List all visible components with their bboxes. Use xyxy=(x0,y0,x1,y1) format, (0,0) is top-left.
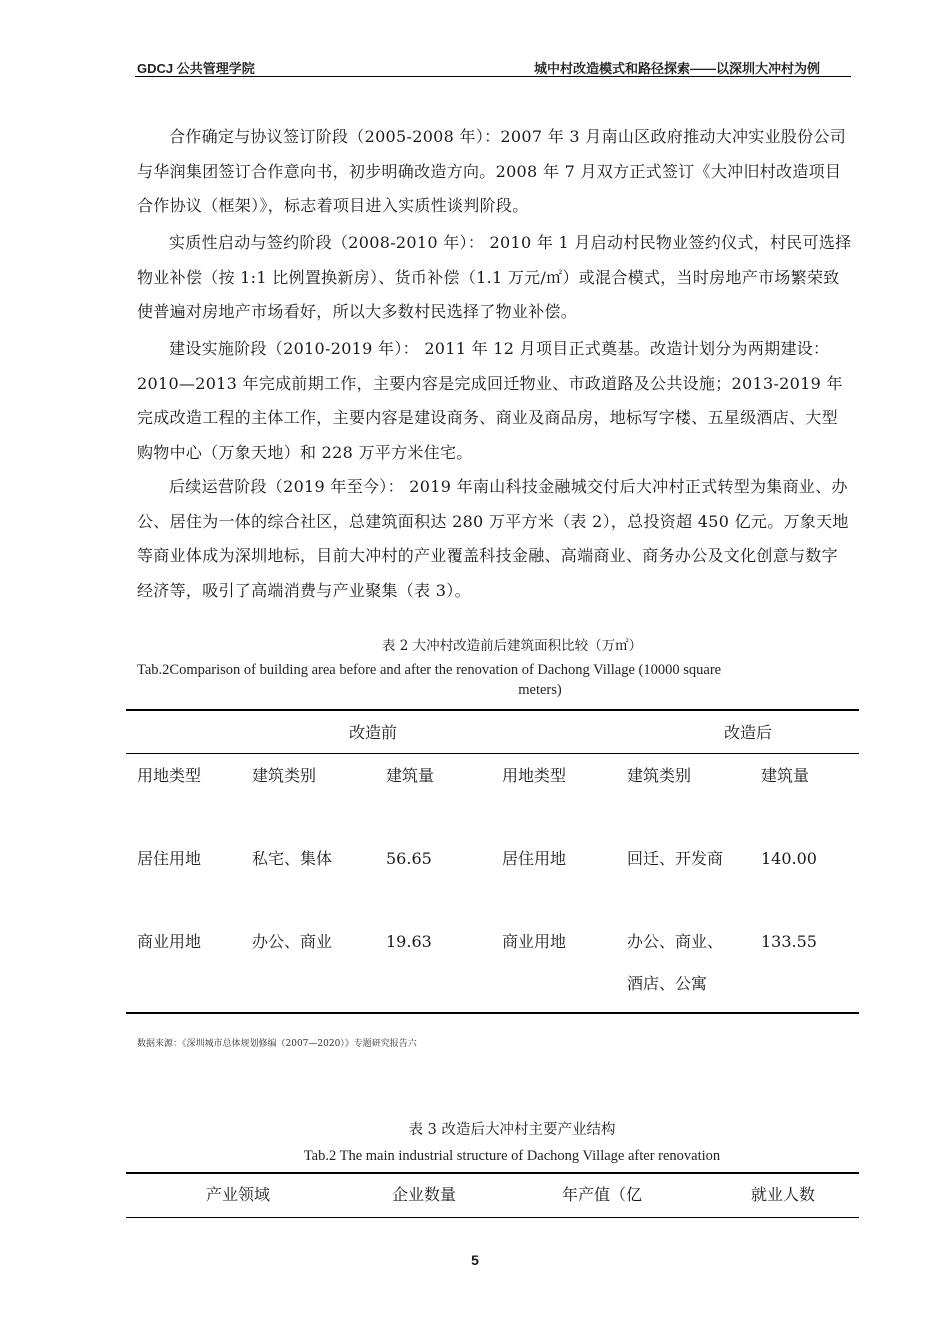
table2-cell: 私宅、集体 xyxy=(252,849,333,868)
table2-group-before: 改造前 xyxy=(349,723,398,742)
table2-header-land-type-after: 用地类型 xyxy=(502,766,567,785)
table2-caption-cn: 表 2 大冲村改造前后建筑面积比较（万㎡） xyxy=(381,638,643,654)
table3-caption-cn: 表 3 改造后大冲村主要产业结构 xyxy=(408,1122,616,1138)
table2-cell: 商业用地 xyxy=(502,932,567,951)
table2-caption-en-line2: meters) xyxy=(518,682,562,698)
table2-group-rule xyxy=(126,753,859,754)
table2-header-building-volume: 建筑量 xyxy=(386,766,435,785)
table2-top-rule xyxy=(126,709,859,711)
table2-group-after: 改造后 xyxy=(724,723,773,742)
paragraph-construction-stage: 建设实施阶段（2010-2019 年）： 2011 年 12 月项目正式奠基。改造计划分为两期建设：2010—2013 年完成前期工作，主要内容是完成回迁物业、市政道路及公共设施；2013-2019 年完成改造工程的主体工作，主要内容是建设商务、商业及商品房，地标写字楼、五星级酒店、大型购物中心（万象天地）和 228 万平方米住宅。 xyxy=(137,339,843,462)
table2-cell: 居住用地 xyxy=(137,849,202,868)
header-left: GDCJ 公共管理学院 xyxy=(137,61,255,76)
table3-header-output: 年产值（亿 xyxy=(562,1185,643,1204)
table3-header-industry: 产业领域 xyxy=(206,1185,271,1204)
table2-cell: 56.65 xyxy=(386,849,432,868)
table2-cell: 酒店、公寓 xyxy=(627,974,708,993)
table2-bottom-rule xyxy=(126,1012,859,1014)
table3-caption-en: Tab.2 The main industrial structure of Dachong Village after renovation xyxy=(303,1148,721,1164)
table2-header-building-volume-after: 建筑量 xyxy=(761,766,810,785)
paragraph-cooperation-stage: 合作确定与协议签订阶段（2005-2008 年）：2007 年 3 月南山区政府推动大冲实业股份公司与华润集团签订合作意向书，初步明确改造方向。2008 年 7 月双方正式签订《大冲旧村改造项目合作协议（框架）》，标志着项目进入实质性谈判阶段。 xyxy=(137,127,847,215)
table2-header-building-type-after: 建筑类别 xyxy=(627,766,692,785)
table2-cell: 19.63 xyxy=(386,932,432,951)
table2-caption-en xyxy=(137,660,853,700)
header-title: 城中村改造模式和路径探索——以深圳大冲村为例 xyxy=(533,61,820,76)
table2-cell: 居住用地 xyxy=(502,849,567,868)
table2-cell: 办公、商业 xyxy=(252,932,333,951)
paragraph-signing-stage: 实质性启动与签约阶段（2008-2010 年）： 2010 年 1 月启动村民物业签约仪式，村民可选择物业补偿（按 1:1 比例置换新房）、货币补偿（1.1 万元/㎡）或混合模式，当时房地产市场繁荣致使普遍对房地产市场看好，所以大多数村民选择了物业补偿。 xyxy=(137,233,852,321)
page-number: 5 xyxy=(471,1252,479,1268)
paragraph-operation-stage: 后续运营阶段（2019 年至今）： 2019 年南山科技金融城交付后大冲村正式转型为集商业、办公、居住为一体的综合社区，总建筑面积达 280 万平方米（表 2），总投资超 450 亿元。万象天地等商业体成为深圳地标，目前大冲村的产业覆盖科技金融、高端商业、商务办公及文化创意与数字经济等，吸引了高端消费与产业聚集（表 3）。 xyxy=(137,477,849,600)
table2-cell: 商业用地 xyxy=(137,932,202,951)
table2-cell: 办公、商业、 xyxy=(627,932,724,951)
table3-header-employment: 就业人数 xyxy=(751,1185,816,1204)
table2-source-note: 数据来源：《深圳城市总体规划修编（2007—2020）》专题研究报告六 xyxy=(137,1039,417,1049)
table2-header-building-type: 建筑类别 xyxy=(252,766,317,785)
table2-cell: 133.55 xyxy=(761,932,817,951)
table2-cell: 回迁、开发商 xyxy=(627,849,724,868)
table2-cell: 140.00 xyxy=(761,849,817,868)
header-divider xyxy=(135,76,851,77)
table3-header-enterprises: 企业数量 xyxy=(392,1185,457,1204)
table3-header-rule xyxy=(126,1217,859,1218)
table2-caption-en-line1: Tab.2Comparison of building area before and after the renovation of Dachong Village (10000 square xyxy=(137,662,722,678)
table2-header-land-type: 用地类型 xyxy=(137,766,202,785)
